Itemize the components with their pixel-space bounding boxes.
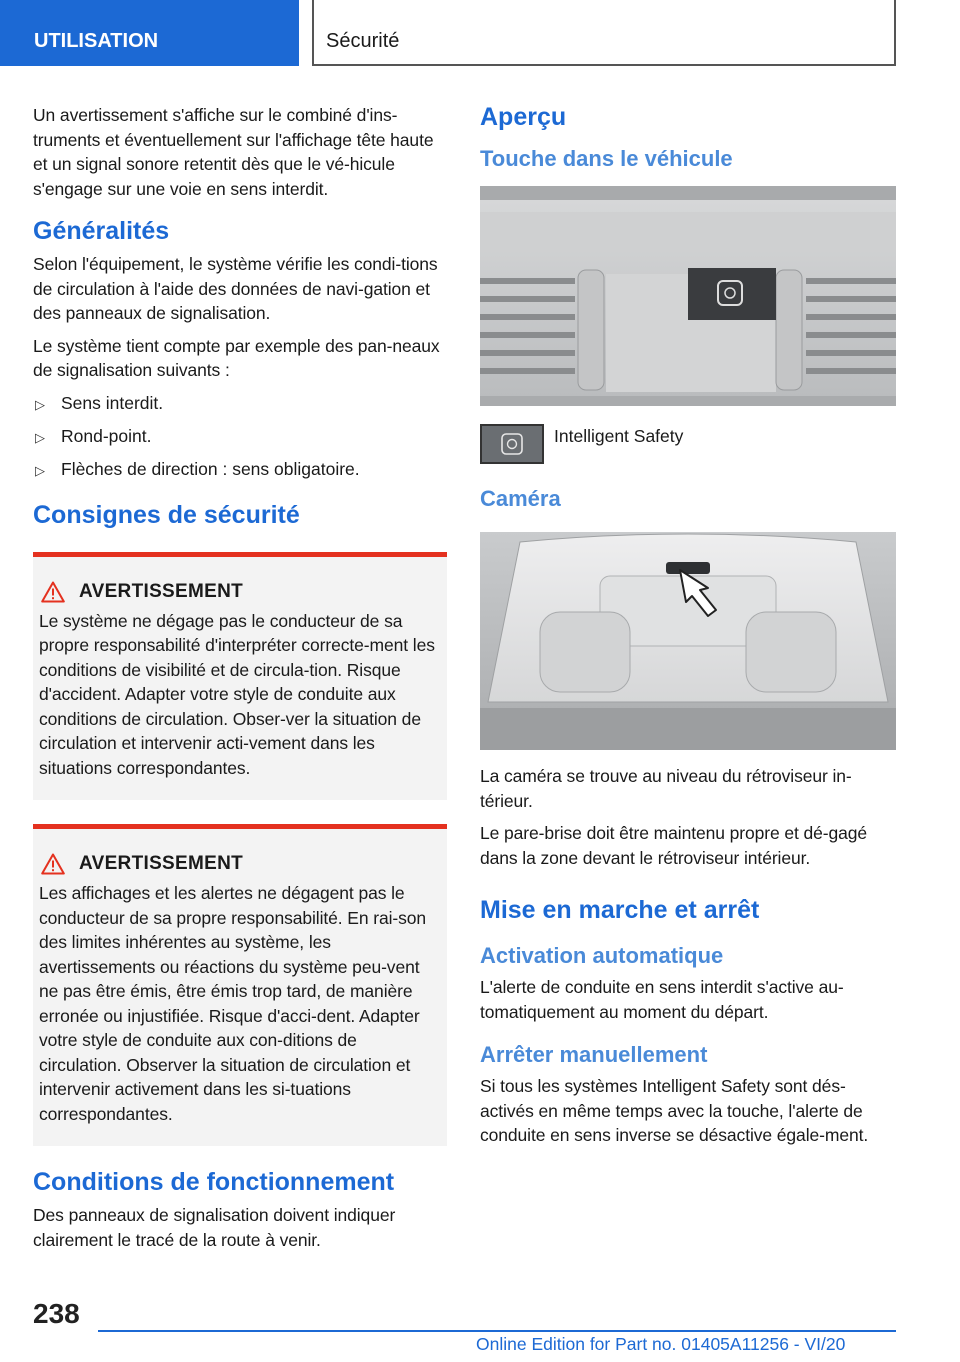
intelligent-safety-button-icon xyxy=(480,424,544,464)
warning-text: Le système ne dégage pas le conducteur de sa propre responsabilité d'interpréter correcte-ment les conditions de visibilité et de circula-tion. Risque d'accident. Adapter votre style de conduite aux conditions de circulation. Obser-ver la situation de circulation et intervenir acti-vement dans les situations correspondantes. xyxy=(39,610,435,778)
manual-off-paragraph: Si tous les systèmes Intelligent Safety sont dés-activés en même temps avec la touche, l'alerte de conduite en sens inverse se désactive égale-ment. xyxy=(480,1076,869,1145)
button-caption-label: Intelligent Safety xyxy=(554,426,684,446)
conditions-paragraph: Des panneaux de signalisation doivent indiquer clairement le tracé de la route à venir. xyxy=(33,1205,396,1250)
warning-text: Les affichages et les alertes ne dégagent pas le conducteur de sa propre responsabilité. En rai-son des limites inhérentes au système, les avertissements ou réactions du système peu-vent ne pas être émis, être émis trop tard, de manière erronée ou injustifiée. Risque d'acci-dent. Adapter votre style de conduite aux con-ditions de circulation. Observer la situation de circulation et intervenir activement dans les si-tuations correspondantes. xyxy=(39,883,427,1124)
camera-paragraph-2: Le pare-brise doit être maintenu propre et dé-gagé dans la zone devant le rétroviseur intérieur. xyxy=(480,823,868,868)
warning-title: AVERTISSEMENT xyxy=(79,580,244,602)
overview-heading: Aperçu xyxy=(480,103,567,131)
warning-triangle-icon xyxy=(41,853,65,875)
warning-box-1 xyxy=(33,552,447,801)
triangle-bullet-icon: ▷ xyxy=(35,462,45,478)
general-paragraph-2: Le système tient compte par exemple des pan-neaux de signalisation suivants : xyxy=(33,335,440,380)
general-heading: Généralités xyxy=(33,217,170,245)
list-item: ▷ Rond-point. xyxy=(33,424,447,448)
conditions-heading: Conditions de fonctionnement xyxy=(33,1168,395,1196)
chapter-tab xyxy=(312,0,896,66)
warning-triangle-icon xyxy=(41,581,65,603)
triangle-bullet-icon: ▷ xyxy=(35,396,45,412)
left-column xyxy=(33,103,447,1260)
warning-box-2 xyxy=(33,824,447,1146)
button-caption-row xyxy=(480,424,896,464)
page-number: 238 xyxy=(33,1298,80,1329)
dashboard-button-photo xyxy=(480,186,896,406)
camera-photo xyxy=(480,532,896,750)
camera-heading: Caméra xyxy=(480,486,561,511)
warning-title: AVERTISSEMENT xyxy=(79,853,244,874)
triangle-bullet-icon: ▷ xyxy=(35,429,45,445)
sign-list xyxy=(33,391,447,481)
section-title: UTILISATION xyxy=(34,30,159,52)
safety-heading: Consignes de sécurité xyxy=(33,500,300,529)
camera-paragraph-1: La caméra se trouve au niveau du rétroviseur in-térieur. xyxy=(480,766,852,811)
onoff-heading: Mise en marche et arrêt xyxy=(480,896,760,924)
dashboard-illustration xyxy=(480,186,896,406)
manual-off-heading: Arrêter manuellement xyxy=(480,1042,708,1067)
button-heading: Touche dans le véhicule xyxy=(480,146,733,171)
list-item: ▷ Sens interdit. xyxy=(33,391,447,415)
section-tab xyxy=(0,0,299,66)
auto-activation-paragraph: L'alerte de conduite en sens interdit s'active au-tomatiquement au moment du départ. xyxy=(480,977,844,1022)
general-paragraph-1: Selon l'équipement, le système vérifie les condi-tions de circulation à l'aide des données de navi-gation et des panneaux de signalisation. xyxy=(33,254,438,323)
auto-activation-heading: Activation automatique xyxy=(480,943,724,968)
intro-paragraph: Un avertissement s'affiche sur le combiné d'ins-truments et éventuellement sur l'affichage tête haute et un signal sonore retentit dès que le vé-hicule s'engage sur une voie en sens interdit. xyxy=(33,105,434,199)
right-column xyxy=(480,103,896,1156)
list-item: ▷ Flèches de direction : sens obligatoire. xyxy=(33,457,447,481)
footer-divider xyxy=(98,1330,896,1332)
chapter-title: Sécurité xyxy=(326,30,400,52)
car-interior-illustration xyxy=(480,532,896,750)
edition-note: Online Edition for Part no. 01405A11256 - VI/20 xyxy=(476,1334,846,1354)
